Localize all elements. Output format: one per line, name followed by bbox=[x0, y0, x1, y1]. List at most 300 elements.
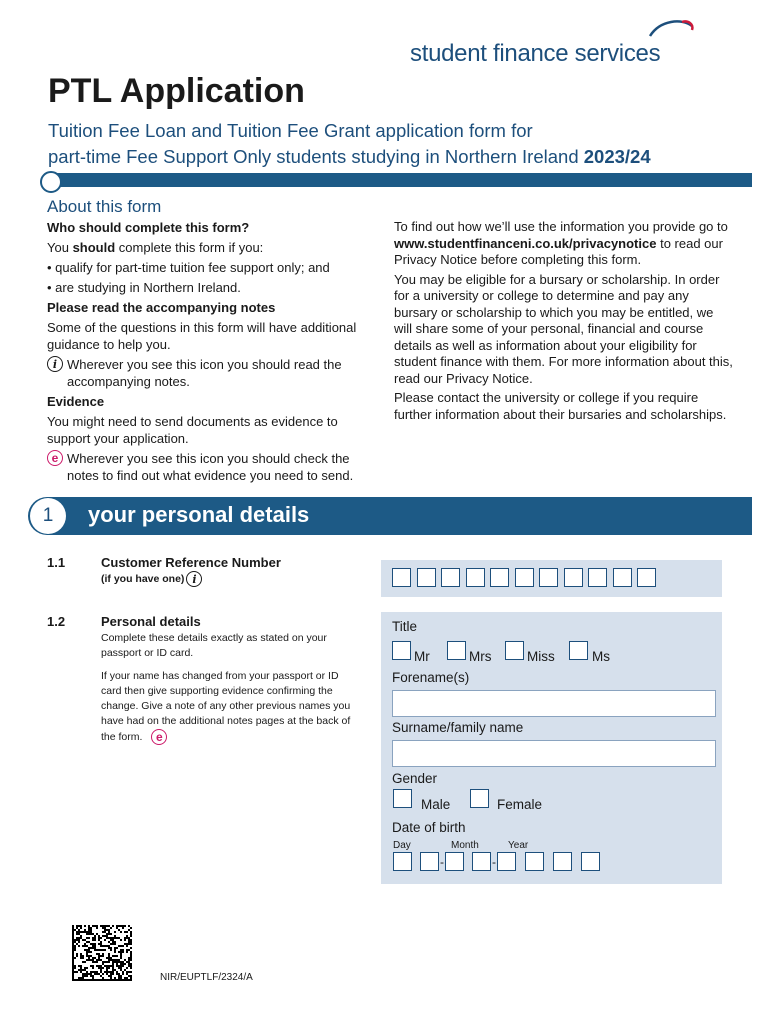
barcode-module bbox=[74, 957, 76, 959]
barcode-module bbox=[106, 957, 108, 959]
barcode-module bbox=[118, 951, 120, 953]
barcode-module bbox=[98, 943, 100, 945]
barcode-module bbox=[94, 945, 96, 947]
barcode-module bbox=[112, 925, 114, 927]
barcode-module bbox=[92, 965, 94, 967]
barcode-module bbox=[90, 929, 92, 931]
title-label: Title bbox=[392, 619, 418, 634]
barcode-module bbox=[104, 927, 106, 929]
barcode-module bbox=[94, 979, 96, 981]
barcode-module bbox=[90, 975, 92, 977]
gender-female-label: Female bbox=[497, 797, 543, 812]
barcode-module bbox=[108, 971, 110, 973]
barcode-module bbox=[104, 965, 106, 967]
barcode-module bbox=[128, 971, 130, 973]
barcode-module bbox=[112, 943, 114, 945]
barcode-module bbox=[114, 969, 116, 971]
barcode-module bbox=[96, 933, 98, 935]
barcode-module bbox=[104, 949, 106, 951]
crn-boxes bbox=[392, 568, 656, 587]
forename-field[interactable] bbox=[392, 690, 716, 717]
barcode-module bbox=[96, 965, 98, 967]
barcode-module bbox=[128, 937, 130, 939]
barcode-module bbox=[72, 965, 74, 967]
barcode-module bbox=[112, 973, 114, 975]
barcode-module bbox=[108, 947, 110, 949]
notes-icon-line bbox=[47, 356, 382, 390]
barcode-module bbox=[96, 961, 98, 963]
barcode-module bbox=[108, 925, 110, 927]
dob-year-box-2[interactable] bbox=[525, 852, 544, 871]
barcode-module bbox=[126, 973, 128, 975]
barcode-module bbox=[88, 927, 90, 929]
evidence-icon: e bbox=[151, 729, 167, 745]
barcode-module bbox=[122, 973, 124, 975]
gender-label: Gender bbox=[392, 771, 438, 786]
barcode-module bbox=[110, 957, 112, 959]
barcode-module bbox=[110, 943, 112, 945]
barcode-module bbox=[112, 941, 114, 943]
barcode-module bbox=[92, 943, 94, 945]
barcode-module bbox=[126, 935, 128, 937]
who-text: You should complete this form if you: bbox=[47, 240, 264, 255]
question-number-1-1: 1.1 bbox=[47, 555, 66, 570]
barcode-module bbox=[110, 973, 112, 975]
title-ms-label: Ms bbox=[592, 649, 610, 664]
barcode-module bbox=[74, 945, 76, 947]
barcode-module bbox=[104, 971, 106, 973]
barcode-module bbox=[84, 939, 86, 941]
page-subtitle bbox=[48, 118, 748, 170]
barcode-module bbox=[108, 975, 110, 977]
barcode-module bbox=[114, 951, 116, 953]
barcode-module bbox=[126, 951, 128, 953]
barcode-module bbox=[78, 941, 80, 943]
barcode-module bbox=[130, 959, 132, 961]
barcode-module bbox=[120, 969, 122, 971]
barcode-module bbox=[92, 939, 94, 941]
barcode-module bbox=[110, 937, 112, 939]
barcode-module bbox=[82, 975, 84, 977]
barcode-module bbox=[94, 949, 96, 951]
barcode-module bbox=[102, 931, 104, 933]
barcode-module bbox=[98, 949, 100, 951]
barcode-module bbox=[84, 949, 86, 951]
dob-separator: - bbox=[440, 854, 444, 869]
who-heading: Who should complete this form? bbox=[47, 220, 250, 235]
barcode-module bbox=[130, 939, 132, 941]
crn-digit-box[interactable] bbox=[613, 568, 632, 587]
barcode-module bbox=[80, 965, 82, 967]
privacy-text: To find out how we’ll use the information you provide go to www.studentfinanceni.co.uk/privacynotice to read our Privacy Notice before completing this form. bbox=[394, 219, 728, 267]
barcode-module bbox=[118, 967, 120, 969]
about-left-column bbox=[47, 219, 382, 484]
barcode-module bbox=[128, 963, 130, 965]
barcode-module bbox=[130, 955, 132, 957]
barcode-module bbox=[106, 945, 108, 947]
barcode-module bbox=[92, 975, 94, 977]
barcode-module bbox=[106, 969, 108, 971]
barcode-module bbox=[88, 925, 90, 927]
barcode-module bbox=[114, 959, 116, 961]
barcode-module bbox=[124, 939, 126, 941]
barcode-module bbox=[94, 973, 96, 975]
barcode-module bbox=[90, 955, 92, 957]
barcode-module bbox=[106, 967, 108, 969]
barcode-module bbox=[82, 939, 84, 941]
barcode-module bbox=[72, 927, 74, 929]
barcode-module bbox=[128, 975, 130, 977]
barcode-module bbox=[80, 927, 82, 929]
barcode-module bbox=[108, 953, 110, 955]
barcode-module bbox=[120, 957, 122, 959]
barcode-module bbox=[118, 977, 120, 979]
barcode-module bbox=[118, 959, 120, 961]
barcode-module bbox=[122, 961, 124, 963]
barcode-module bbox=[110, 965, 112, 967]
barcode-module bbox=[96, 927, 98, 929]
barcode-module bbox=[100, 975, 102, 977]
crn-label: Customer Reference Number bbox=[101, 555, 281, 570]
barcode-module bbox=[78, 969, 80, 971]
barcode-module bbox=[86, 949, 88, 951]
barcode-module bbox=[86, 967, 88, 969]
barcode-module bbox=[82, 955, 84, 957]
barcode-module bbox=[128, 965, 130, 967]
barcode-module bbox=[106, 937, 108, 939]
barcode-module bbox=[100, 937, 102, 939]
barcode-module bbox=[76, 953, 78, 955]
barcode-module bbox=[88, 973, 90, 975]
barcode-module bbox=[122, 963, 124, 965]
barcode-module bbox=[80, 971, 82, 973]
barcode-module bbox=[106, 973, 108, 975]
barcode-module bbox=[74, 929, 76, 931]
barcode-module bbox=[100, 971, 102, 973]
title-mrs-checkbox[interactable] bbox=[447, 641, 466, 660]
dob-month-box-2[interactable] bbox=[472, 852, 491, 871]
barcode-module bbox=[72, 931, 74, 933]
barcode-module bbox=[104, 979, 106, 981]
barcode-module bbox=[92, 967, 94, 969]
barcode-module bbox=[108, 979, 110, 981]
barcode-module bbox=[116, 961, 118, 963]
barcode-module bbox=[104, 931, 106, 933]
subtitle-line2: part-time Fee Support Only students studying in Northern Ireland bbox=[48, 146, 579, 167]
barcode-module bbox=[80, 957, 82, 959]
dob-separator: - bbox=[492, 854, 496, 869]
barcode-module bbox=[120, 977, 122, 979]
barcode-module bbox=[72, 979, 74, 981]
barcode-module bbox=[124, 959, 126, 961]
barcode-module bbox=[92, 945, 94, 947]
barcode-module bbox=[102, 979, 104, 981]
barcode-module bbox=[94, 925, 96, 927]
about-heading: About this form bbox=[47, 197, 162, 216]
barcode-module bbox=[118, 973, 120, 975]
barcode-module bbox=[86, 937, 88, 939]
barcode-module bbox=[128, 939, 130, 941]
barcode-module bbox=[102, 927, 104, 929]
barcode-module bbox=[112, 969, 114, 971]
barcode-module bbox=[88, 951, 90, 953]
dob-boxes bbox=[393, 852, 600, 871]
barcode-module bbox=[100, 969, 102, 971]
barcode-module bbox=[90, 947, 92, 949]
barcode-module bbox=[128, 943, 130, 945]
crn-digit-box[interactable] bbox=[490, 568, 509, 587]
barcode-module bbox=[76, 927, 78, 929]
barcode-module bbox=[130, 947, 132, 949]
barcode-module bbox=[88, 955, 90, 957]
barcode-module bbox=[116, 959, 118, 961]
evidence-icon: e bbox=[47, 450, 63, 466]
barcode-module bbox=[82, 979, 84, 981]
barcode-module bbox=[114, 955, 116, 957]
barcode-module bbox=[130, 951, 132, 953]
gender-male-label: Male bbox=[421, 797, 451, 812]
barcode-module bbox=[86, 951, 88, 953]
barcode-module bbox=[102, 963, 104, 965]
forename-label: Forename(s) bbox=[392, 670, 470, 685]
barcode-module bbox=[128, 961, 130, 963]
notes-heading: Please read the accompanying notes bbox=[47, 300, 276, 315]
barcode-module bbox=[104, 945, 106, 947]
dob-year-box-3[interactable] bbox=[553, 852, 572, 871]
surname-field[interactable] bbox=[392, 740, 716, 767]
barcode-module bbox=[100, 965, 102, 967]
barcode-module bbox=[108, 959, 110, 961]
crn-digit-box[interactable] bbox=[392, 568, 411, 587]
barcode-module bbox=[100, 925, 102, 927]
barcode-module bbox=[86, 973, 88, 975]
crn-digit-box[interactable] bbox=[539, 568, 558, 587]
barcode-module bbox=[80, 925, 82, 927]
gender-female-checkbox[interactable] bbox=[470, 789, 489, 808]
info-icon: i bbox=[186, 571, 202, 587]
barcode-module bbox=[90, 927, 92, 929]
section-title: your personal details bbox=[88, 502, 310, 527]
barcode-module bbox=[88, 937, 90, 939]
divider-circle-icon bbox=[40, 171, 62, 193]
barcode-module bbox=[118, 945, 120, 947]
barcode-module bbox=[124, 969, 126, 971]
barcode-module bbox=[120, 953, 122, 955]
barcode-module bbox=[72, 943, 74, 945]
barcode-module bbox=[72, 937, 74, 939]
barcode-module bbox=[114, 961, 116, 963]
evidence-icon-line bbox=[47, 450, 382, 484]
barcode-module bbox=[96, 949, 98, 951]
barcode-module bbox=[126, 937, 128, 939]
barcode-module bbox=[126, 979, 128, 981]
barcode-module bbox=[112, 967, 114, 969]
barcode-module bbox=[98, 967, 100, 969]
barcode-module bbox=[116, 947, 118, 949]
barcode-module bbox=[130, 933, 132, 935]
bullet-2: • are studying in Northern Ireland. bbox=[47, 280, 241, 295]
barcode-module bbox=[112, 963, 114, 965]
barcode-module bbox=[78, 925, 80, 927]
barcode-module bbox=[130, 957, 132, 959]
barcode-module bbox=[122, 945, 124, 947]
barcode-module bbox=[74, 967, 76, 969]
barcode-module bbox=[120, 955, 122, 957]
barcode-module bbox=[130, 963, 132, 965]
bullet-1: • qualify for part-time tuition fee support only; and bbox=[47, 260, 330, 275]
barcode-module bbox=[108, 931, 110, 933]
barcode-module bbox=[96, 953, 98, 955]
barcode-module bbox=[92, 933, 94, 935]
barcode-module bbox=[76, 939, 78, 941]
barcode-module bbox=[110, 979, 112, 981]
title-mr-checkbox[interactable] bbox=[392, 641, 411, 660]
barcode-module bbox=[108, 965, 110, 967]
barcode-module bbox=[72, 973, 74, 975]
barcode-module bbox=[82, 961, 84, 963]
barcode-module bbox=[110, 959, 112, 961]
barcode-module bbox=[130, 977, 132, 979]
barcode-module bbox=[76, 943, 78, 945]
barcode-module bbox=[112, 961, 114, 963]
barcode-module bbox=[126, 945, 128, 947]
barcode-module bbox=[102, 973, 104, 975]
barcode-module bbox=[98, 935, 100, 937]
barcode-module bbox=[94, 939, 96, 941]
subtitle-year: 2023/24 bbox=[583, 146, 651, 167]
barcode-module bbox=[104, 935, 106, 937]
dob-year-box-1[interactable] bbox=[497, 852, 516, 871]
barcode-module bbox=[126, 977, 128, 979]
crn-digit-box[interactable] bbox=[564, 568, 583, 587]
barcode-module bbox=[94, 937, 96, 939]
barcode-module bbox=[98, 939, 100, 941]
barcode-module bbox=[78, 929, 80, 931]
barcode-module bbox=[72, 957, 74, 959]
barcode-module bbox=[88, 929, 90, 931]
privacy-link[interactable]: www.studentfinanceni.co.uk/privacynotice bbox=[394, 235, 657, 251]
barcode-module bbox=[118, 979, 120, 981]
barcode-module bbox=[124, 963, 126, 965]
title-ms-checkbox[interactable] bbox=[569, 641, 588, 660]
barcode-module bbox=[114, 943, 116, 945]
barcode-module bbox=[108, 955, 110, 957]
crn-digit-box[interactable] bbox=[417, 568, 436, 587]
crn-digit-box[interactable] bbox=[441, 568, 460, 587]
barcode-module bbox=[106, 961, 108, 963]
barcode-module bbox=[120, 951, 122, 953]
barcode-module bbox=[108, 941, 110, 943]
dob-day-box-1[interactable] bbox=[393, 852, 412, 871]
title-mrs-label: Mrs bbox=[469, 649, 492, 664]
barcode-module bbox=[80, 969, 82, 971]
barcode-module bbox=[86, 933, 88, 935]
barcode-module bbox=[108, 937, 110, 939]
barcode-module bbox=[120, 975, 122, 977]
barcode-module bbox=[122, 971, 124, 973]
barcode-module bbox=[72, 977, 74, 979]
barcode-module bbox=[72, 959, 74, 961]
barcode-module bbox=[84, 925, 86, 927]
barcode-module bbox=[78, 937, 80, 939]
barcode-module bbox=[100, 941, 102, 943]
gender-male-checkbox[interactable] bbox=[393, 789, 412, 808]
barcode-module bbox=[98, 973, 100, 975]
barcode-module bbox=[72, 939, 74, 941]
barcode-module bbox=[126, 949, 128, 951]
dob-year-box-4[interactable] bbox=[581, 852, 600, 871]
barcode-module bbox=[92, 947, 94, 949]
barcode-module bbox=[112, 965, 114, 967]
dob-day-box-2[interactable] bbox=[420, 852, 439, 871]
barcode-module bbox=[112, 939, 114, 941]
barcode-module bbox=[116, 973, 118, 975]
barcode-module bbox=[120, 965, 122, 967]
crn-digit-box[interactable] bbox=[637, 568, 656, 587]
barcode-module bbox=[80, 979, 82, 981]
crn-digit-box[interactable] bbox=[515, 568, 534, 587]
barcode-module bbox=[96, 971, 98, 973]
barcode-module bbox=[120, 931, 122, 933]
barcode-module bbox=[128, 979, 130, 981]
barcode-module bbox=[84, 967, 86, 969]
barcode-module bbox=[126, 971, 128, 973]
barcode-module bbox=[94, 935, 96, 937]
barcode-module bbox=[74, 939, 76, 941]
barcode-module bbox=[130, 935, 132, 937]
barcode-module bbox=[82, 977, 84, 979]
barcode-module bbox=[72, 961, 74, 963]
barcode-module bbox=[104, 939, 106, 941]
barcode-module bbox=[118, 925, 120, 927]
barcode-module bbox=[96, 973, 98, 975]
barcode-module bbox=[76, 971, 78, 973]
form-code: NIR/EUPTLF/2324/A bbox=[160, 972, 253, 983]
barcode-module bbox=[90, 973, 92, 975]
barcode-module bbox=[86, 931, 88, 933]
dob-month-box-1[interactable] bbox=[445, 852, 464, 871]
barcode-module bbox=[100, 979, 102, 981]
barcode-module bbox=[98, 959, 100, 961]
barcode-module bbox=[100, 955, 102, 957]
barcode-module bbox=[106, 971, 108, 973]
barcode-module bbox=[88, 947, 90, 949]
barcode-module bbox=[92, 925, 94, 927]
crn-digit-box[interactable] bbox=[588, 568, 607, 587]
barcode-module bbox=[118, 975, 120, 977]
barcode-module bbox=[84, 945, 86, 947]
barcode-module bbox=[106, 929, 108, 931]
barcode-module bbox=[110, 933, 112, 935]
barcode-module bbox=[98, 955, 100, 957]
barcode-module bbox=[120, 925, 122, 927]
barcode-module bbox=[122, 949, 124, 951]
title-miss-checkbox[interactable] bbox=[505, 641, 524, 660]
barcode-module bbox=[102, 949, 104, 951]
barcode-module bbox=[118, 961, 120, 963]
barcode-module bbox=[100, 949, 102, 951]
crn-digit-box[interactable] bbox=[466, 568, 485, 587]
barcode-module bbox=[124, 977, 126, 979]
barcode-module bbox=[90, 933, 92, 935]
logo-text: student finance services bbox=[410, 40, 661, 67]
section-number: 1 bbox=[30, 498, 66, 534]
barcode-module bbox=[130, 927, 132, 929]
barcode-module bbox=[72, 963, 74, 965]
barcode-module bbox=[80, 931, 82, 933]
barcode-module bbox=[122, 925, 124, 927]
barcode-module bbox=[112, 955, 114, 957]
